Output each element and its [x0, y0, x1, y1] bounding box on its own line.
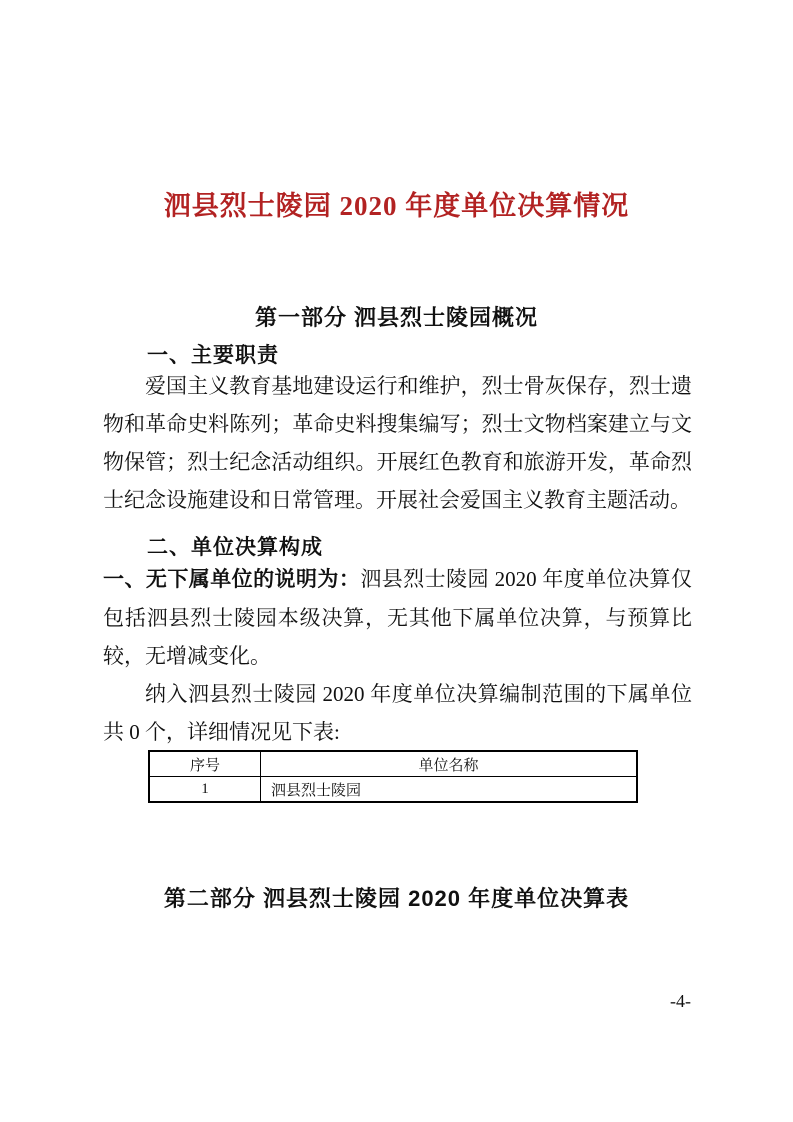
table-row — [149, 777, 637, 803]
table-cell-unit-name: 泗县烈士陵园 — [261, 777, 638, 803]
paragraph-no-subordinate-note — [103, 560, 692, 675]
paragraph-scope: 纳入泗县烈士陵园 2020 年度单位决算编制范围的下属单位共 0 个，详细情况见下表: — [103, 682, 692, 744]
table-header-index: 序号 — [149, 751, 261, 777]
table-header-unit-name: 单位名称 — [261, 751, 638, 777]
part1-heading: 第一部分 泗县烈士陵园概况 — [254, 305, 539, 330]
page-number: -4- — [670, 991, 691, 1011]
part2-heading: 第二部分 泗县烈士陵园 2020 年度单位决算表 — [163, 886, 630, 911]
document-title: 泗县烈士陵园 2020 年度单位决算情况 — [163, 191, 630, 221]
table-cell-index: 1 — [149, 777, 261, 803]
paragraph-main-duties: 爱国主义教育基地建设运行和维护，烈士骨灰保存，烈士遗物和革命史料陈列；革命史料搜集编写；烈士文物档案建立与文物保管；烈士纪念活动组织。开展红色教育和旅游开发，革命烈士纪念设施建设和日常管理。开展社会爱国主义教育主题活动。 — [103, 374, 692, 512]
note-lead-text: 一、无下属单位的说明为： — [103, 568, 361, 591]
note-body-text: 泗县烈士陵园 2020 年度单位决算仅包括泗县烈士陵园本级决算，无其他下属单位决算，与预算比较，无增减变化。 — [103, 567, 693, 668]
section-heading-budget-composition: 二、单位决算构成 — [147, 536, 323, 559]
table-header-row — [149, 751, 637, 777]
subordinate-units-table — [148, 750, 638, 803]
section-heading-main-duties: 一、主要职责 — [147, 344, 279, 367]
